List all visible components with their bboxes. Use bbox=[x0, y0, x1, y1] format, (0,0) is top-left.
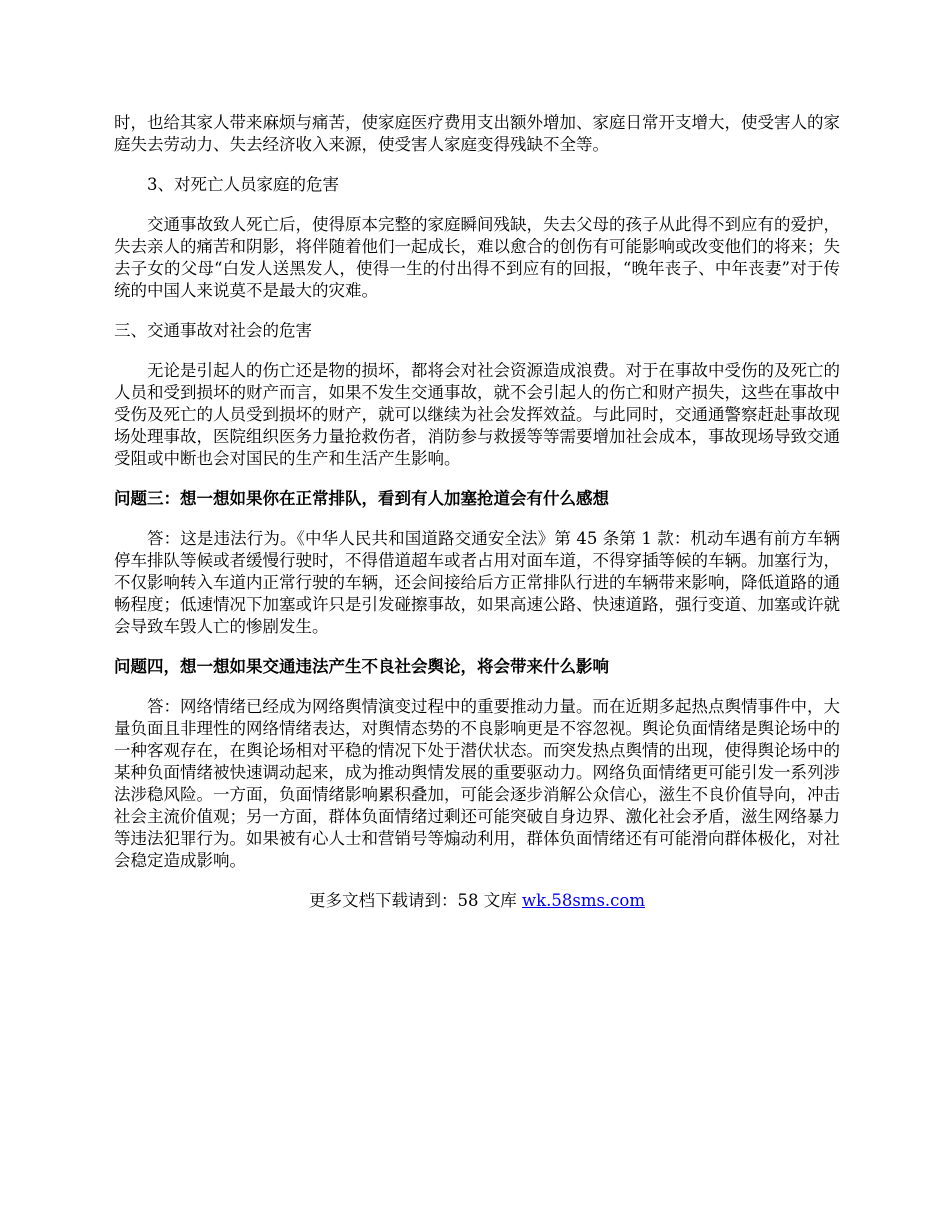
answer-three: 答：这是违法行为。《中华人民共和国道路交通安全法》第 45 条第 1 款：机动车遇有前方车辆停车排队等候或者缓慢行驶时，不得借道超车或者占用对面车道，不得穿插等候的车辆。加塞行为，不仅影响转入车道内正常行驶的车辆，还会间接给后方正常排队行进的车辆带来影响，降低道路的通畅程度；低速情况下加塞或许只是引发碰擦事故，如果高速公路、快速道路，强行变道、加塞或许就会导致车毁人亡的惨剧发生。 bbox=[114, 529, 840, 636]
document-page bbox=[114, 112, 840, 929]
footer-text: 更多文档下载请到：58 文库 bbox=[308, 891, 522, 910]
paragraph-family-burden: 时，也给其家人带来麻烦与痛苦，使家庭医疗费用支出额外增加、家庭日常开支增大，使受害人的家庭失去劳动力、失去经济收入来源，使受害人家庭变得残缺不全等。 bbox=[114, 113, 840, 154]
answer-four: 答：网络情绪已经成为网络舆情演变过程中的重要推动力量。而在近期多起热点舆情事件中，大量负面且非理性的网络情绪表达，对舆情态势的不良影响更是不容忽视。舆论负面情绪是舆论场中的一种客观存在，在舆论场相对平稳的情况下处于潜伏状态。而突发热点舆情的出现，使得舆论场中的某种负面情绪被快速调动起来，成为推动舆情发展的重要驱动力。网络负面情绪更可能引发一系列涉法涉稳风险。一方面，负面情绪影响累积叠加，可能会逐步消解公众信心，滋生不良价值导向，冲击社会主流价值观；另一方面，群体负面情绪过剩还可能突破自身边界、激化社会矛盾，滋生网络暴力等违法犯罪行为。如果被有心人士和营销号等煽动利用，群体负面情绪还有可能滑向群体极化，对社会稳定造成影响。 bbox=[114, 697, 840, 870]
section-heading-social-harm: 三、交通事故对社会的危害 bbox=[114, 321, 312, 340]
subheading-death-family-harm: 3、对死亡人员家庭的危害 bbox=[147, 175, 339, 194]
question-three: 问题三：想一想如果你在正常排队，看到有人加塞抢道会有什么感想 bbox=[114, 489, 609, 508]
question-four: 问题四，想一想如果交通违法产生不良社会舆论，将会带来什么影响 bbox=[114, 657, 609, 676]
paragraph-social-harm: 无论是引起人的伤亡还是物的损坏，都将会对社会资源造成浪费。对于在事故中受伤的及死亡的人员和受到损坏的财产而言，如果不发生交通事故，就不会引起人的伤亡和财产损失，这些在事故中受伤及死亡的人员受到损坏的财产，就可以继续为社会发挥效益。与此同时，交通通警察赶赴事故现场处理事故，医院组织医务力量抢救伤者，消防参与救援等等需要增加社会成本，事故现场导致交通受阻或中断也会对国民的生产和生活产生影响。 bbox=[114, 361, 840, 468]
footer-link[interactable]: wk.58sms.com bbox=[521, 891, 645, 910]
paragraph-death-family-harm: 交通事故致人死亡后，使得原本完整的家庭瞬间残缺，失去父母的孩子从此得不到应有的爱护，失去亲人的痛苦和阴影，将伴随着他们一起成长，难以愈合的创伤有可能影响或改变他们的将来；失去子女的父母“白发人送黑发人，使得一生的付出得不到应有的回报，“晚年丧子、中年丧妻”对于传统的中国人来说莫不是最大的灾难。 bbox=[114, 215, 840, 300]
footer-download-note bbox=[114, 890, 840, 912]
